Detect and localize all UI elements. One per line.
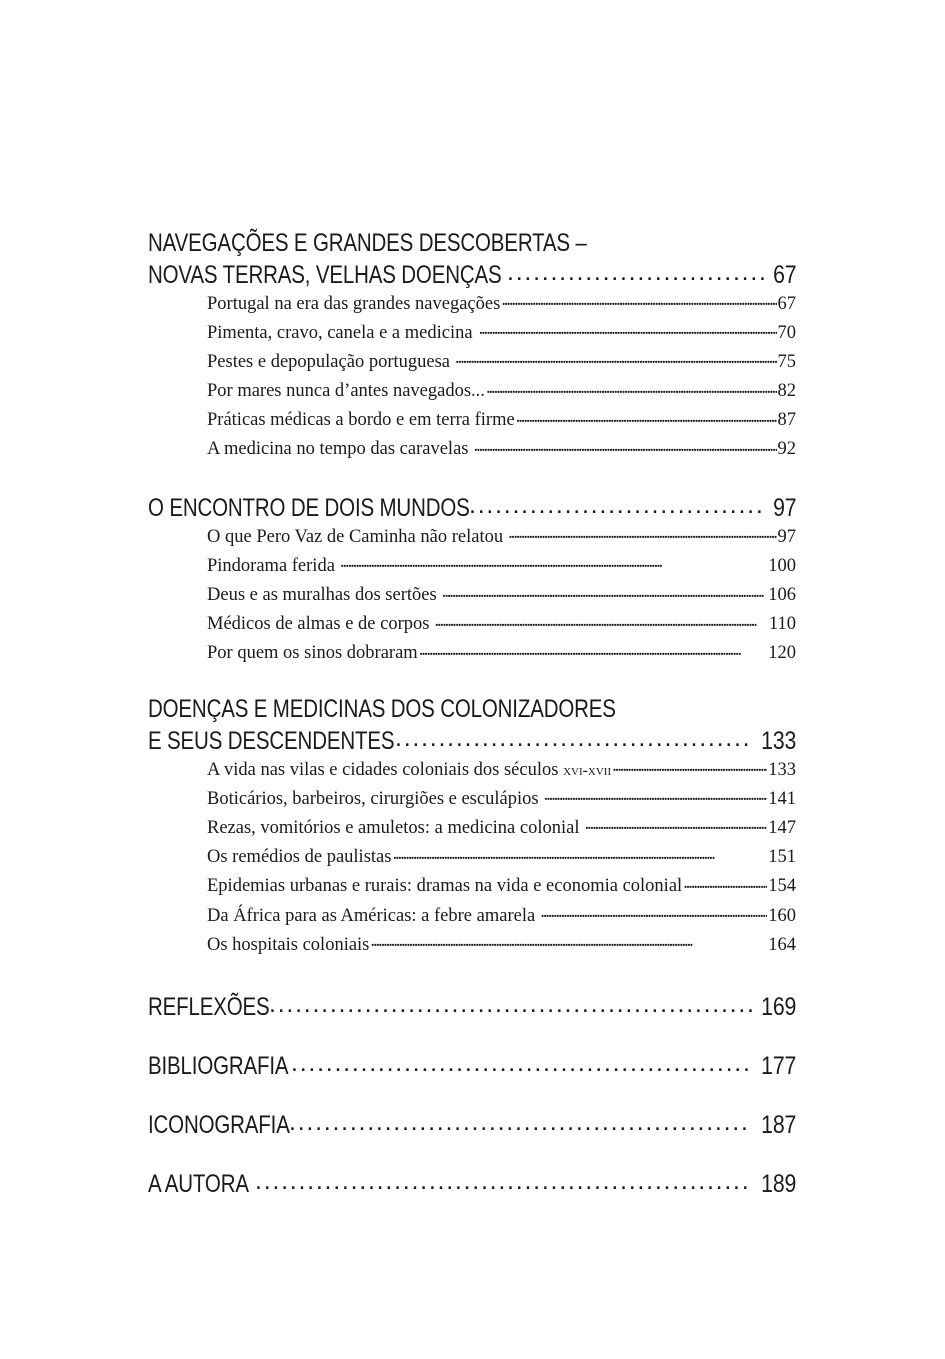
toc-entry[interactable] bbox=[207, 582, 796, 611]
entry-page-number: 70 bbox=[777, 322, 796, 343]
chapter-title-line bbox=[148, 491, 796, 523]
toc-entry[interactable] bbox=[207, 640, 796, 669]
dot-leader bbox=[370, 931, 767, 950]
chapter-title: E SEUS DESCENDENTES bbox=[148, 727, 395, 756]
spacer bbox=[148, 465, 796, 491]
entry-title: Médicos de almas e de corpos bbox=[207, 614, 430, 635]
dot-leader bbox=[516, 407, 777, 426]
back-matter-title: BIBLIOGRAFIA bbox=[148, 1052, 289, 1081]
entry-title: Pimenta, cravo, canela e a medicina bbox=[207, 322, 473, 343]
toc-entry[interactable] bbox=[207, 611, 796, 640]
back-matter-reflexoes[interactable] bbox=[148, 990, 796, 1022]
entry-page-number: 106 bbox=[768, 585, 796, 605]
entry-page-number: 141 bbox=[768, 788, 796, 809]
toc-entry[interactable] bbox=[207, 319, 796, 348]
toc-entry[interactable] bbox=[207, 785, 796, 814]
dot-leader bbox=[392, 844, 767, 863]
chapter-page-number[interactable]: 97 bbox=[772, 494, 796, 523]
toc-entry[interactable] bbox=[207, 873, 796, 902]
entry-page-number: 110 bbox=[768, 614, 796, 635]
table-of-contents bbox=[148, 229, 796, 1199]
dot-leader bbox=[395, 724, 752, 749]
back-matter-autora[interactable] bbox=[148, 1167, 796, 1199]
entry-page-number: 97 bbox=[777, 526, 796, 547]
dot-leader bbox=[419, 640, 768, 659]
toc-entry[interactable] bbox=[207, 348, 796, 377]
entry-title-centuries: xvi-xvii bbox=[563, 761, 612, 779]
toc-entry[interactable] bbox=[207, 523, 796, 552]
back-matter-bibliografia[interactable] bbox=[148, 1049, 796, 1081]
toc-entry[interactable] bbox=[207, 902, 796, 931]
chapter-navegacoes bbox=[148, 229, 796, 287]
entry-title: Da África para as Américas: a febre amarela bbox=[207, 905, 536, 926]
entry-title: Pindorama ferida bbox=[207, 555, 335, 576]
entry-title: O que Pero Vaz de Caminha não relatou bbox=[207, 526, 504, 547]
dot-leader bbox=[255, 1167, 752, 1192]
back-matter-title: REFLEXÕES bbox=[148, 993, 270, 1022]
toc-entry[interactable] bbox=[207, 436, 796, 465]
dot-leader bbox=[501, 290, 776, 309]
back-matter-title: A AUTORA bbox=[148, 1170, 249, 1199]
spacer bbox=[148, 1137, 796, 1167]
dot-leader bbox=[508, 523, 776, 542]
entry-page-number: 120 bbox=[768, 643, 796, 664]
chapter-title-line bbox=[148, 258, 796, 287]
entry-title: Deus e as muralhas dos sertões bbox=[207, 585, 437, 605]
chapter-doencas bbox=[148, 695, 796, 756]
entry-title: Práticas médicas a bordo e em terra firme bbox=[207, 410, 515, 431]
toc-entry[interactable] bbox=[207, 931, 796, 960]
entry-page-number: 160 bbox=[768, 905, 796, 926]
back-matter-iconografia[interactable] bbox=[148, 1108, 796, 1140]
back-matter-page-number: 187 bbox=[761, 1111, 796, 1140]
entry-page-number: 154 bbox=[768, 876, 796, 897]
chapter-encontro bbox=[148, 491, 796, 523]
entry-title: Boticários, barbeiros, cirurgiões e esculápios bbox=[207, 788, 539, 809]
entry-page-number: 75 bbox=[777, 351, 796, 372]
dot-leader bbox=[486, 378, 777, 397]
toc-entry[interactable] bbox=[207, 814, 796, 843]
toc-entry[interactable] bbox=[207, 552, 796, 581]
entry-page-number: 87 bbox=[777, 410, 796, 431]
toc-entry[interactable] bbox=[207, 756, 796, 785]
entry-title: Rezas, vomitórios e amuletos: a medicina colonial bbox=[207, 817, 580, 838]
chapter-entries bbox=[207, 290, 796, 465]
dot-leader bbox=[455, 348, 777, 367]
chapter-title-line bbox=[148, 695, 796, 724]
dot-leader bbox=[291, 1049, 752, 1074]
chapter-page-number[interactable]: 67 bbox=[772, 261, 796, 289]
entry-page-number: 147 bbox=[768, 817, 796, 838]
entry-title: Pestes e depopulação portuguesa bbox=[207, 351, 450, 372]
chapter-entries bbox=[207, 756, 796, 960]
toc-entry[interactable] bbox=[207, 844, 796, 873]
spacer bbox=[148, 669, 796, 695]
chapter-title: DOENÇAS E MEDICINAS DOS COLONIZADORES bbox=[148, 695, 616, 724]
entry-title: Por mares nunca d’antes navegados... bbox=[207, 381, 485, 402]
entry-page-number: 100 bbox=[768, 555, 796, 576]
spacer bbox=[148, 1019, 796, 1049]
entry-page-number: 151 bbox=[768, 847, 796, 868]
dot-leader bbox=[544, 785, 768, 804]
chapter-title-line bbox=[148, 229, 796, 258]
entry-title: Os remédios de paulistas bbox=[207, 847, 392, 868]
toc-entry[interactable] bbox=[207, 407, 796, 436]
dot-leader bbox=[469, 491, 766, 516]
entry-page-number: 133 bbox=[768, 759, 796, 780]
entry-title: Por quem os sinos dobraram bbox=[207, 643, 418, 664]
back-matter-page-number: 177 bbox=[761, 1052, 796, 1081]
chapter-entries bbox=[207, 523, 796, 669]
dot-leader bbox=[507, 258, 766, 283]
entry-page-number: 164 bbox=[768, 934, 796, 955]
back-matter-row bbox=[148, 1167, 796, 1199]
back-matter-page-number: 189 bbox=[761, 1170, 796, 1199]
entry-title: Epidemias urbanas e rurais: dramas na vida e economia colonial bbox=[207, 876, 683, 897]
dot-leader bbox=[289, 1108, 752, 1133]
chapter-title: O ENCONTRO DE DOIS MUNDOS bbox=[148, 494, 470, 523]
dot-leader bbox=[473, 436, 776, 455]
entry-page-number: 92 bbox=[777, 439, 796, 460]
toc-entry[interactable] bbox=[207, 290, 796, 319]
dot-leader bbox=[584, 814, 767, 833]
dot-leader bbox=[479, 319, 777, 338]
entry-title-text: A vida nas vilas e cidades coloniais dos séculos bbox=[207, 759, 564, 780]
back-matter-row bbox=[148, 1108, 796, 1140]
entry-page-number: 67 bbox=[777, 293, 796, 314]
dot-leader bbox=[683, 873, 767, 892]
dot-leader bbox=[434, 611, 767, 630]
dot-leader bbox=[269, 990, 752, 1015]
back-matter-title: ICONOGRAFIA bbox=[148, 1111, 290, 1140]
dot-leader bbox=[612, 756, 767, 775]
back-matter-row bbox=[148, 1049, 796, 1081]
entry-title: A medicina no tempo das caravelas bbox=[207, 439, 469, 460]
dot-leader bbox=[340, 552, 767, 571]
spacer bbox=[148, 960, 796, 990]
entry-title: Os hospitais coloniais bbox=[207, 934, 370, 955]
chapter-title-line bbox=[148, 724, 796, 756]
chapter-page-number[interactable]: 133 bbox=[761, 727, 796, 756]
spacer bbox=[148, 1078, 796, 1108]
back-matter-row bbox=[148, 990, 796, 1022]
dot-leader bbox=[442, 582, 768, 601]
entry-title: Portugal na era das grandes navegações bbox=[207, 293, 501, 314]
dot-leader bbox=[540, 902, 767, 921]
chapter-title: NOVAS TERRAS, VELHAS DOENÇAS bbox=[148, 261, 502, 289]
chapter-title: NAVEGAÇÕES E GRANDES DESCOBERTAS – bbox=[148, 229, 587, 257]
back-matter-page-number: 169 bbox=[761, 993, 796, 1022]
toc-entry[interactable] bbox=[207, 378, 796, 407]
entry-page-number: 82 bbox=[777, 381, 796, 402]
entry-title bbox=[207, 760, 611, 781]
